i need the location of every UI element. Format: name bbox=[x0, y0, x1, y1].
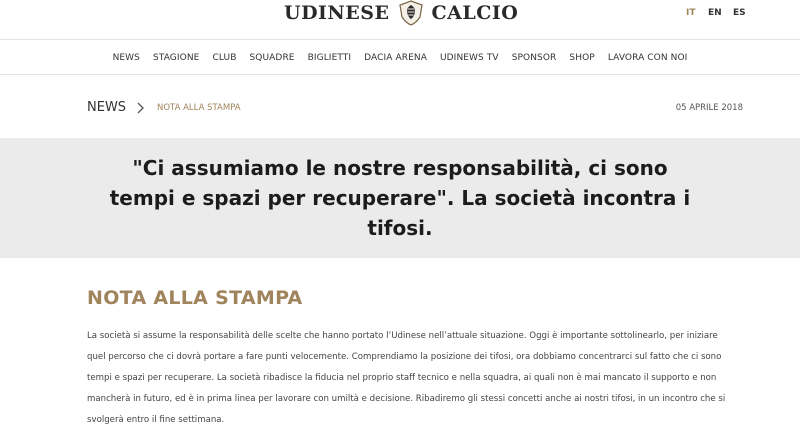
site-logo[interactable] bbox=[284, 0, 518, 26]
nav-item-dacia-arena[interactable]: DACIA ARENA bbox=[364, 52, 427, 63]
zebra-shield-icon bbox=[398, 0, 424, 26]
nav-item-shop[interactable]: SHOP bbox=[569, 52, 595, 63]
nav-item-squadre[interactable]: SQUADRE bbox=[249, 52, 295, 63]
logo-text-left: UDINESE bbox=[284, 2, 390, 24]
logo-text-right: CALCIO bbox=[431, 2, 519, 24]
breadcrumb bbox=[0, 76, 800, 138]
nav-item-lavora-con-noi[interactable]: LAVORA CON NOI bbox=[607, 52, 688, 63]
section-title: NOTA ALLA STAMPA bbox=[87, 287, 303, 309]
breadcrumb-news-link[interactable]: NEWS bbox=[87, 100, 127, 115]
chevron-right-icon bbox=[135, 101, 145, 115]
article-headline: "Ci assumiamo le nostre responsabilità, ci sono tempi e spazi per recuperare". La società incontra i tifosi. bbox=[109, 156, 691, 240]
nav-item-udinews-tv[interactable]: UDINEWS TV bbox=[439, 52, 499, 63]
language-en[interactable]: EN bbox=[708, 8, 722, 18]
language-es[interactable]: ES bbox=[733, 8, 746, 18]
nav-item-stagione[interactable]: STAGIONE bbox=[153, 52, 200, 63]
nav-item-news[interactable]: NEWS bbox=[112, 52, 140, 63]
breadcrumb-current: NOTA ALLA STAMPA bbox=[157, 103, 241, 113]
language-it[interactable]: IT bbox=[686, 8, 696, 18]
article-body: La società si assume la responsabilità delle scelte che hanno portato l’Udinese nell’attuale situazione. Oggi è importante sottolinearlo, per iniziare quel percorso che ci dovrà portare a fare punti velocemente. Comprendiamo la posizione dei tifosi, ora dobbiamo concentrarci sul fatto che ci sono tempi e spazi per recuperare. La società ribadisce la fiducia nel proprio staff tecnico e nella squadra, ai quali non è mai mancato il supporto e non mancherà in futuro, ed è in prima linea per lavorare con umiltà e decisione. Ribadiremo gli stessi concetti anche ai nostri tifosi, in un incontro che si svolgerà entro il fine settimana. bbox=[87, 331, 726, 425]
article-content bbox=[87, 258, 747, 431]
publish-date: 05 APRILE 2018 bbox=[675, 103, 743, 113]
nav-item-sponsor[interactable]: SPONSOR bbox=[511, 52, 557, 63]
headline-banner bbox=[0, 138, 800, 258]
main-navigation bbox=[0, 41, 800, 75]
nav-item-club[interactable]: CLUB bbox=[212, 52, 237, 63]
nav-item-biglietti[interactable]: BIGLIETTI bbox=[307, 52, 352, 63]
top-header bbox=[0, 0, 800, 40]
